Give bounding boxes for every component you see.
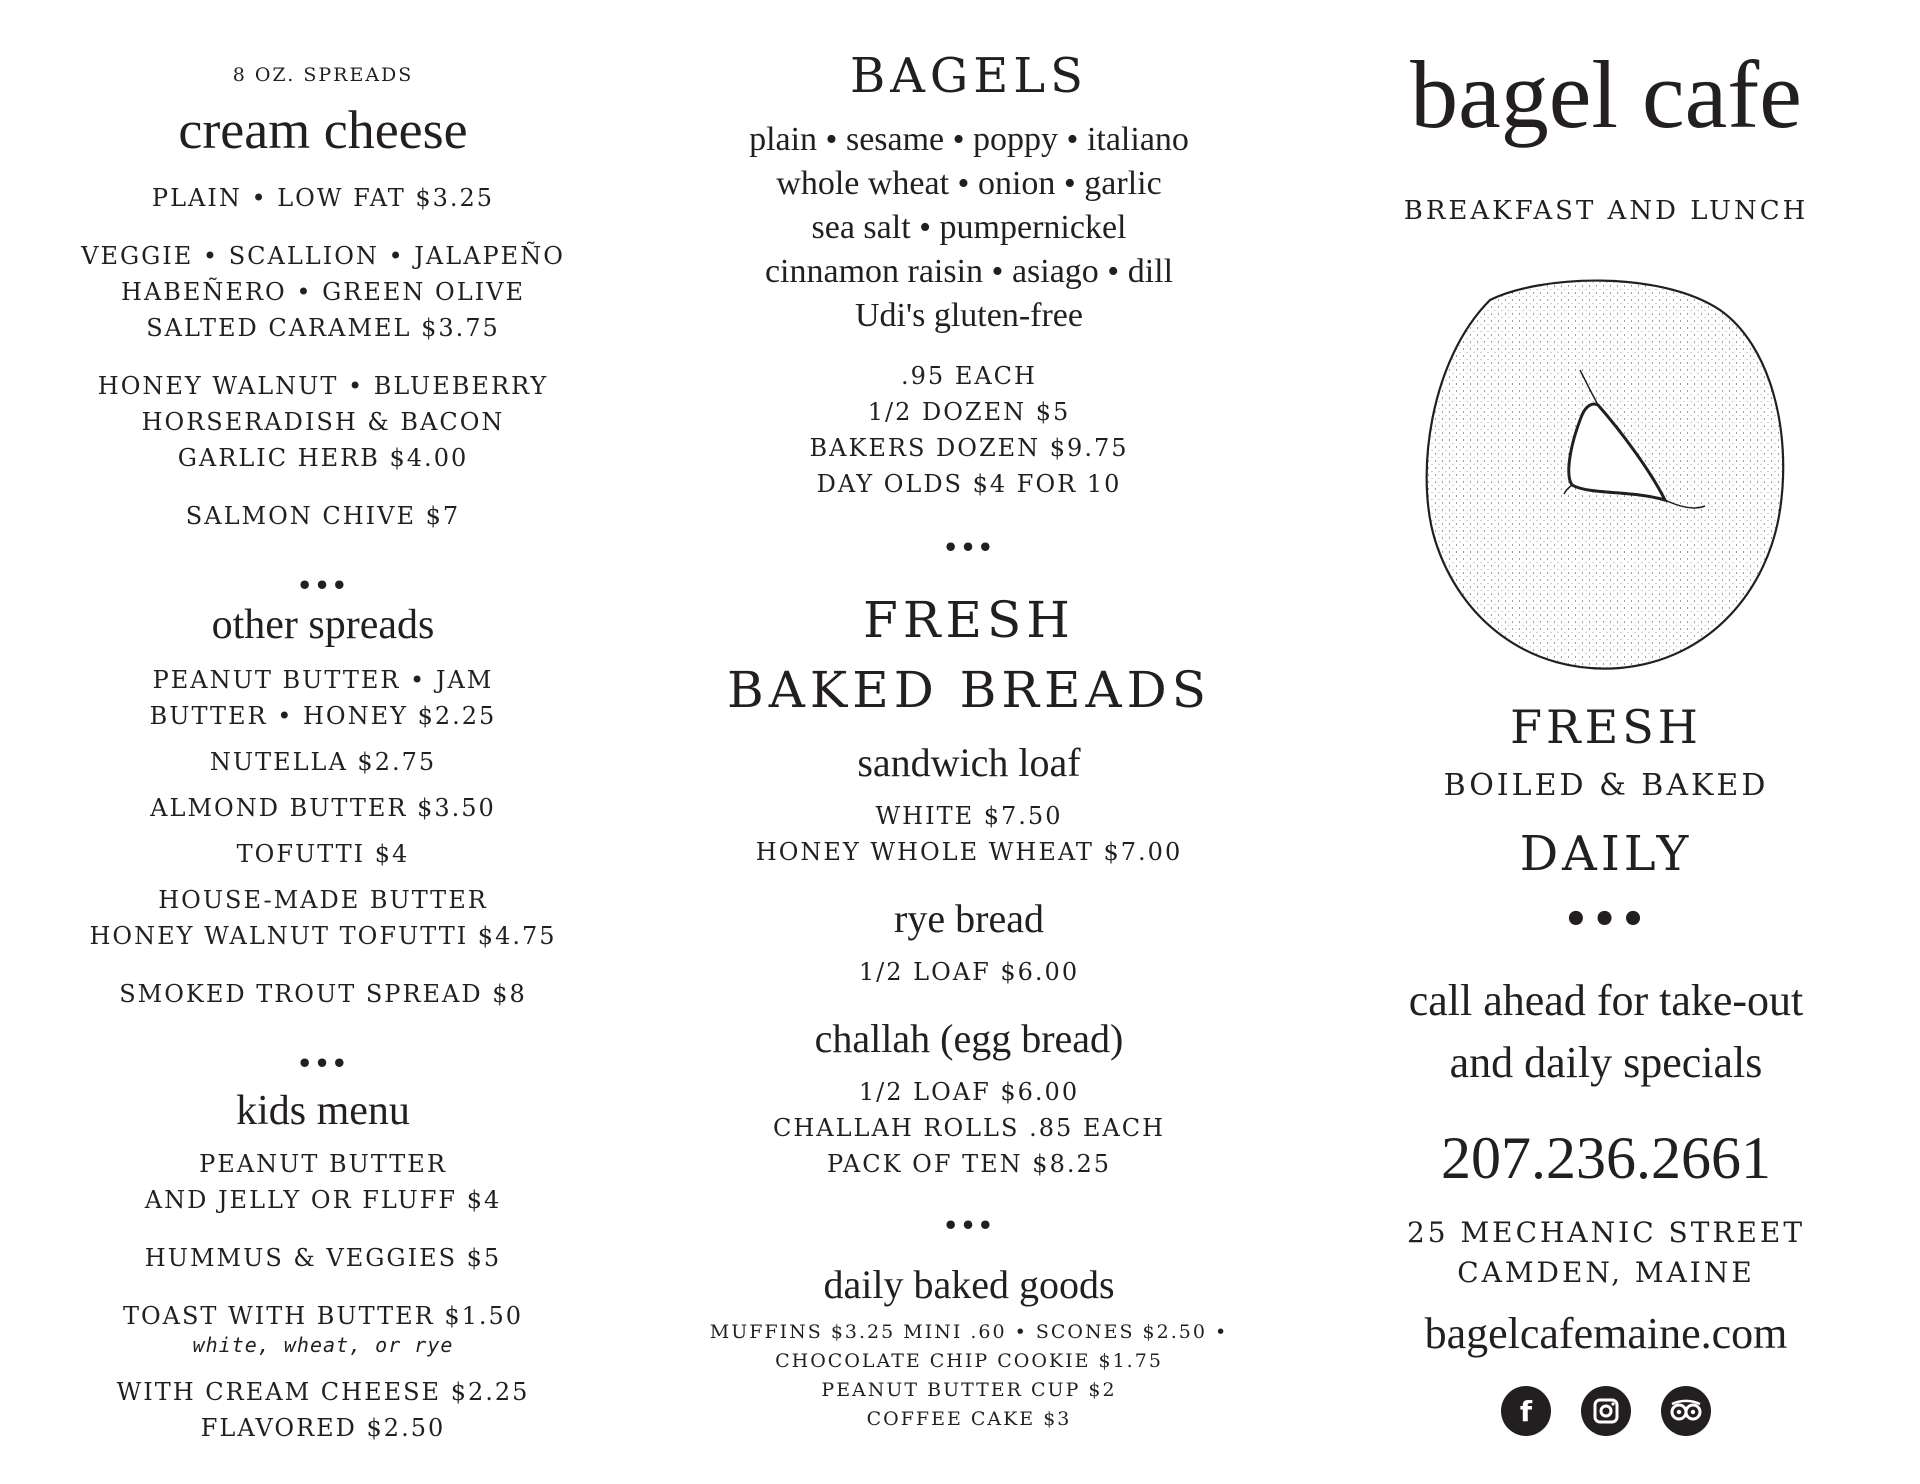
kids-item: WITH CREAM CHEESE $2.25 [116,1378,530,1406]
bread-price: 1/2 LOAF $6.00 [858,1078,1080,1106]
toast-note: white, wheat, or rye [192,1333,454,1357]
bread-price: CHALLAH ROLLS .85 EACH [772,1114,1166,1142]
daily-baked-goods-heading: daily baked goods [823,1262,1115,1307]
baked-goods-item: MUFFINS $3.25 MINI .60 • SCONES $2.50 • [709,1321,1229,1343]
bagel-flavors-line: plain • sesame • poppy • italiano [749,121,1189,158]
separator-dots: ••• [296,571,350,600]
social-links [1292,1386,1920,1436]
tripadvisor-icon[interactable] [1661,1386,1711,1436]
other-spreads-heading: other spreads [211,602,435,648]
address-city: CAMDEN, MAINE [1457,1256,1755,1289]
bread-price: PACK OF TEN $8.25 [826,1150,1112,1178]
baked-goods-item: PEANUT BUTTER CUP $2 [821,1379,1117,1401]
spread-item: SMOKED TROUT SPREAD $8 [119,980,527,1008]
bagel-price: DAY OLDS $4 FOR 10 [816,470,1122,498]
bagel-flavors-line: Udi's gluten-free [855,297,1083,334]
challah-heading: challah (egg bread) [814,1016,1124,1061]
bread-price: HONEY WHOLE WHEAT $7.00 [755,838,1183,866]
bread-price: WHITE $7.50 [875,802,1063,830]
spread-item: BUTTER • HONEY $2.25 [149,702,497,730]
tagline: BREAKFAST AND LUNCH [1403,196,1809,226]
separator-dots: ••• [296,1049,350,1078]
bagel-price: .95 EACH [901,362,1037,390]
cream-item: HONEY WALNUT • BLUEBERRY [97,372,549,400]
bagel-illustration [1420,270,1790,675]
fresh-breads-heading: FRESH [863,591,1075,649]
cream-item: VEGGIE • SCALLION • JALAPEÑO [81,242,565,270]
spread-item: HOUSE-MADE BUTTER [158,886,488,914]
kids-menu-heading: kids menu [236,1088,410,1134]
baked-breads-heading: BAKED BREADS [726,661,1212,719]
cream-item: SALTED CARAMEL $3.75 [146,314,500,342]
instagram-glyph [1592,1397,1620,1425]
website-link[interactable]: bagelcafemaine.com [1424,1309,1788,1358]
bagels-heading: BAGELS [849,48,1089,104]
call-ahead-line: and daily specials [1449,1038,1763,1087]
kids-item: AND JELLY OR FLUFF $4 [144,1186,502,1214]
info-column [1292,0,1920,1484]
phone-number[interactable]: 207.236.2661 [1441,1125,1771,1191]
facebook-icon[interactable]: f [1501,1386,1551,1436]
spread-item: TOFUTTI $4 [236,840,410,868]
rye-bread-heading: rye bread [894,896,1044,941]
cream-item: SALMON CHIVE $7 [185,502,461,530]
call-ahead-text [1292,970,1920,1094]
separator-dots: ••• [942,1211,996,1240]
cream-item: GARLIC HERB $4.00 [177,444,469,472]
sandwich-loaf-heading: sandwich loaf [857,740,1081,785]
address-street: 25 MECHANIC STREET [1406,1216,1806,1249]
call-ahead-line: call ahead for take-out [1408,976,1804,1025]
cream-cheese-heading: cream cheese [178,100,468,160]
bread-price: 1/2 LOAF $6.00 [858,958,1080,986]
spreads-size-heading: 8 OZ. SPREADS [232,64,414,86]
boiled-baked-text: BOILED & BAKED [1443,768,1769,803]
baked-goods-item: CHOCOLATE CHIP COOKIE $1.75 [775,1350,1163,1372]
bagel-price: 1/2 DOZEN $5 [867,398,1071,426]
bagel-flavors-line: sea salt • pumpernickel [811,209,1127,246]
cream-item: HORSERADISH & BACON [141,408,505,436]
spread-item: ALMOND BUTTER $3.50 [150,794,496,822]
spread-item: PEANUT BUTTER • JAM [152,666,494,694]
bagel-price: BAKERS DOZEN $9.75 [809,434,1129,462]
spreads-column [0,0,646,1484]
separator-dots: ••• [1563,896,1649,943]
kids-item: TOAST WITH BUTTER $1.50 [122,1302,524,1330]
cream-item: HABEÑERO • GREEN OLIVE [121,278,525,306]
separator-dots: ••• [942,533,996,562]
kids-item: HUMMUS & VEGGIES $5 [144,1244,502,1272]
baked-goods-item: COFFEE CAKE $3 [866,1408,1072,1430]
bagels-breads-column [646,0,1292,1484]
bagel-flavors-line: whole wheat • onion • garlic [776,165,1162,202]
bagel-flavors-line: cinnamon raisin • asiago • dill [764,253,1174,290]
tripadvisor-glyph [1669,1399,1703,1423]
daily-heading: DAILY [1519,826,1693,882]
spread-item: NUTELLA $2.75 [209,748,437,776]
kids-item: PEANUT BUTTER [199,1150,447,1178]
instagram-icon[interactable] [1581,1386,1631,1436]
brand-logo-text: bagel cafe [1410,41,1802,148]
kids-item: FLAVORED $2.50 [200,1414,446,1442]
spread-item: HONEY WALNUT TOFUTTI $4.75 [89,922,557,950]
fresh-heading: FRESH [1510,700,1702,754]
cream-item: PLAIN • LOW FAT $3.25 [151,184,495,212]
